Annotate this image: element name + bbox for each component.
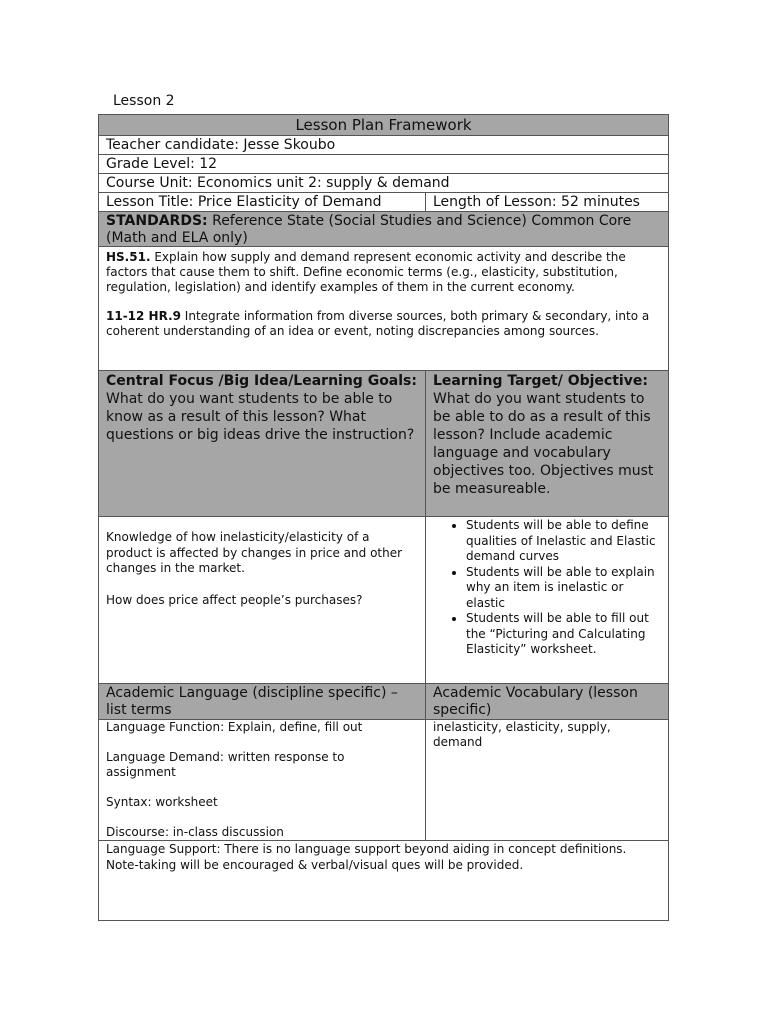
learning-target-heading bbox=[426, 371, 668, 516]
lesson-length: Length of Lesson: 52 minutes bbox=[433, 194, 640, 210]
central-focus-prompt: What do you want students to be able to know as a result of this lesson? What questions or big ideas drive the instruction? bbox=[106, 391, 415, 443]
course-unit: Course Unit: Economics unit 2: supply & demand bbox=[99, 174, 668, 193]
focus-body-row bbox=[99, 517, 668, 684]
grade-level: Grade Level: 12 bbox=[99, 155, 668, 174]
central-focus-question: How does price affect people’s purchases? bbox=[106, 592, 363, 607]
lesson-title: Lesson Title: Price Elasticity of Demand bbox=[99, 193, 426, 211]
lesson-plan-table bbox=[98, 114, 669, 921]
objective-item: • Students will be able to explain why an item is inelastic or elastic bbox=[466, 565, 664, 612]
learning-target-body bbox=[426, 517, 668, 683]
standards-heading bbox=[99, 212, 668, 247]
standard-text: Explain how supply and demand represent economic activity and describe the factors that cause them to shift. Define economic terms (e.g., elasticity, substitution, regulation, legislation) and identify examples of them in the current economy. bbox=[106, 250, 626, 294]
language-item: Discourse: in-class discussion bbox=[106, 825, 284, 839]
standard-item bbox=[106, 250, 661, 295]
learning-target-label: Learning Target/ Objective: bbox=[433, 373, 648, 389]
central-focus-body bbox=[99, 517, 426, 683]
language-item: Language Demand: written response to assignment bbox=[106, 750, 345, 779]
academic-vocabulary-heading: Academic Vocabulary (lesson specific) bbox=[433, 685, 638, 718]
central-focus-heading bbox=[99, 371, 426, 516]
framework-title: Lesson Plan Framework bbox=[99, 115, 668, 136]
language-item: Language Function: Explain, define, fill out bbox=[106, 720, 363, 734]
standards-label: STANDARDS: bbox=[106, 213, 208, 229]
standards-description: Reference State (Social Studies and Science) Common Core (Math and ELA only) bbox=[106, 213, 632, 246]
central-focus-text: Knowledge of how inelasticity/elasticity of a product is affected by changes in price and other changes in the market. bbox=[106, 530, 403, 575]
objective-item: • Students will be able to define qualities of Inelastic and Elastic demand curves bbox=[466, 518, 664, 565]
teacher-candidate: Teacher candidate: Jesse Skoubo bbox=[99, 136, 668, 155]
standard-code: 11-12 HR.9 bbox=[106, 309, 181, 323]
learning-target-prompt: What do you want students to be able to do as a result of this lesson? Include academic language and vocabulary objectives too. Objectives must be measureable. bbox=[433, 391, 654, 497]
central-focus-label: Central Focus /Big Idea/Learning Goals: bbox=[106, 373, 417, 389]
academic-heading-row bbox=[99, 684, 668, 720]
academic-language-body bbox=[99, 720, 426, 840]
standards-body bbox=[99, 247, 668, 371]
standard-code: HS.51. bbox=[106, 250, 151, 264]
academic-vocabulary-body: inelasticity, elasticity, supply, demand bbox=[433, 720, 611, 749]
standard-text: Integrate information from diverse sources, both primary & secondary, into a coherent understanding of an idea or event, noting discrepancies among sources. bbox=[106, 309, 650, 338]
objective-list bbox=[430, 518, 664, 658]
standard-item bbox=[106, 309, 661, 339]
academic-body-row bbox=[99, 720, 668, 841]
focus-heading-row bbox=[99, 371, 668, 517]
language-item: Syntax: worksheet bbox=[106, 795, 218, 809]
language-support: Language Support: There is no language support beyond aiding in concept definitions. Note-taking will be encouraged & verbal/visual ques will be provided. bbox=[106, 842, 627, 872]
lesson-label: Lesson 2 bbox=[113, 93, 175, 109]
objective-item: • Students will be able to fill out the “Picturing and Calculating Elasticity” worksheet. bbox=[466, 611, 664, 658]
academic-language-heading: Academic Language (discipline specific) – list terms bbox=[99, 684, 426, 719]
lesson-title-row bbox=[99, 193, 668, 212]
